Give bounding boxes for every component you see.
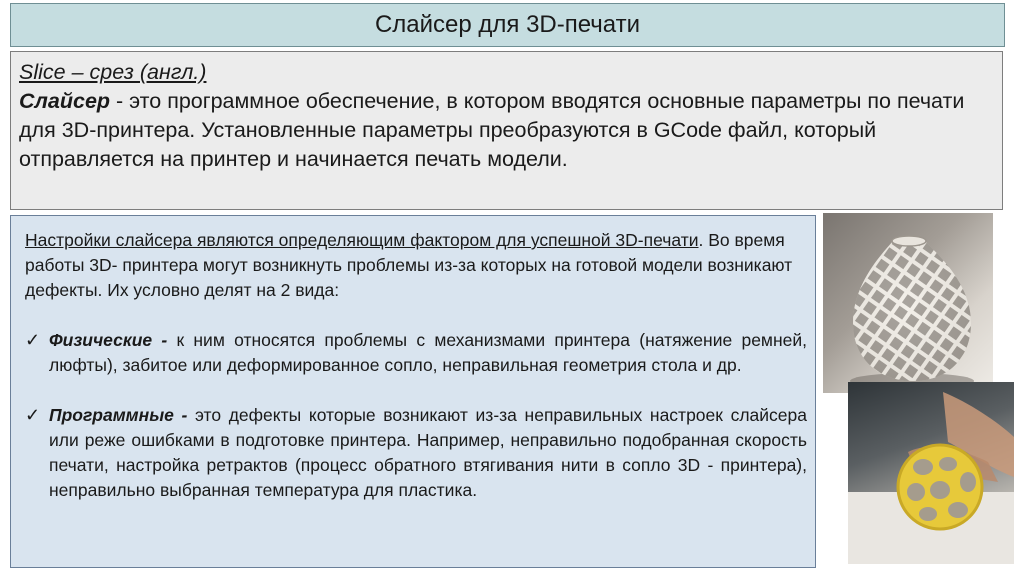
info-intro-rest: . Во время работы 3D- принтера могут возникнуть проблемы из-за которых на готовой модели возникают дефекты. Их условно делят на 2 вида: xyxy=(25,230,793,300)
bullet-physical-term: Физические - xyxy=(49,330,168,350)
bullet-software xyxy=(25,403,807,503)
info-box xyxy=(10,215,816,568)
definition-dash: - xyxy=(110,89,130,113)
lattice-vase-icon xyxy=(823,213,993,393)
info-intro xyxy=(25,228,807,303)
printed-vase-photo xyxy=(823,213,993,393)
definition-box xyxy=(10,51,1003,210)
definition-origin: Slice – срез (англ.) xyxy=(19,60,207,84)
definition-text: это программное обеспечение, в котором вводятся основные параметры по печати для 3D-принтера. Установленные параметры преобразуются в GCode файл, который отправляется на принтер и начинается печать модели. xyxy=(19,89,965,171)
bullet-physical-body: к ним относятся проблемы с механизмами принтера (натяжение ремней, люфты), забитое или деформированное сопло, неправильная геометрия стола и др. xyxy=(49,330,807,375)
info-intro-underlined: Настройки слайсера являются определяющим фактором для успешной 3D-печати xyxy=(25,230,699,250)
bullet-physical xyxy=(25,328,807,378)
printed-ball-photo xyxy=(848,382,1014,564)
check-icon: ✓ xyxy=(25,405,41,425)
yellow-lattice-ball-icon xyxy=(848,382,1014,564)
definition-term: Слайсер xyxy=(19,89,111,113)
check-icon: ✓ xyxy=(25,330,41,350)
bullet-software-term: Программные - xyxy=(49,405,188,425)
slide-title: Слайсер для 3D-печати xyxy=(10,3,1005,47)
bullet-physical-text xyxy=(49,328,807,378)
bullet-software-text xyxy=(49,403,807,503)
bullet-software-body: это дефекты которые возникают из-за неправильных настроек слайсера или реже ошибками в подготовке принтера. Например, неправильно подобранная скорость печати, настройка ретрактов (процесс обратного втягивания нити в сопло 3D - принтера), неправильно выбранная температура для пластика. xyxy=(49,405,807,500)
definition-paragraph xyxy=(19,87,1002,174)
